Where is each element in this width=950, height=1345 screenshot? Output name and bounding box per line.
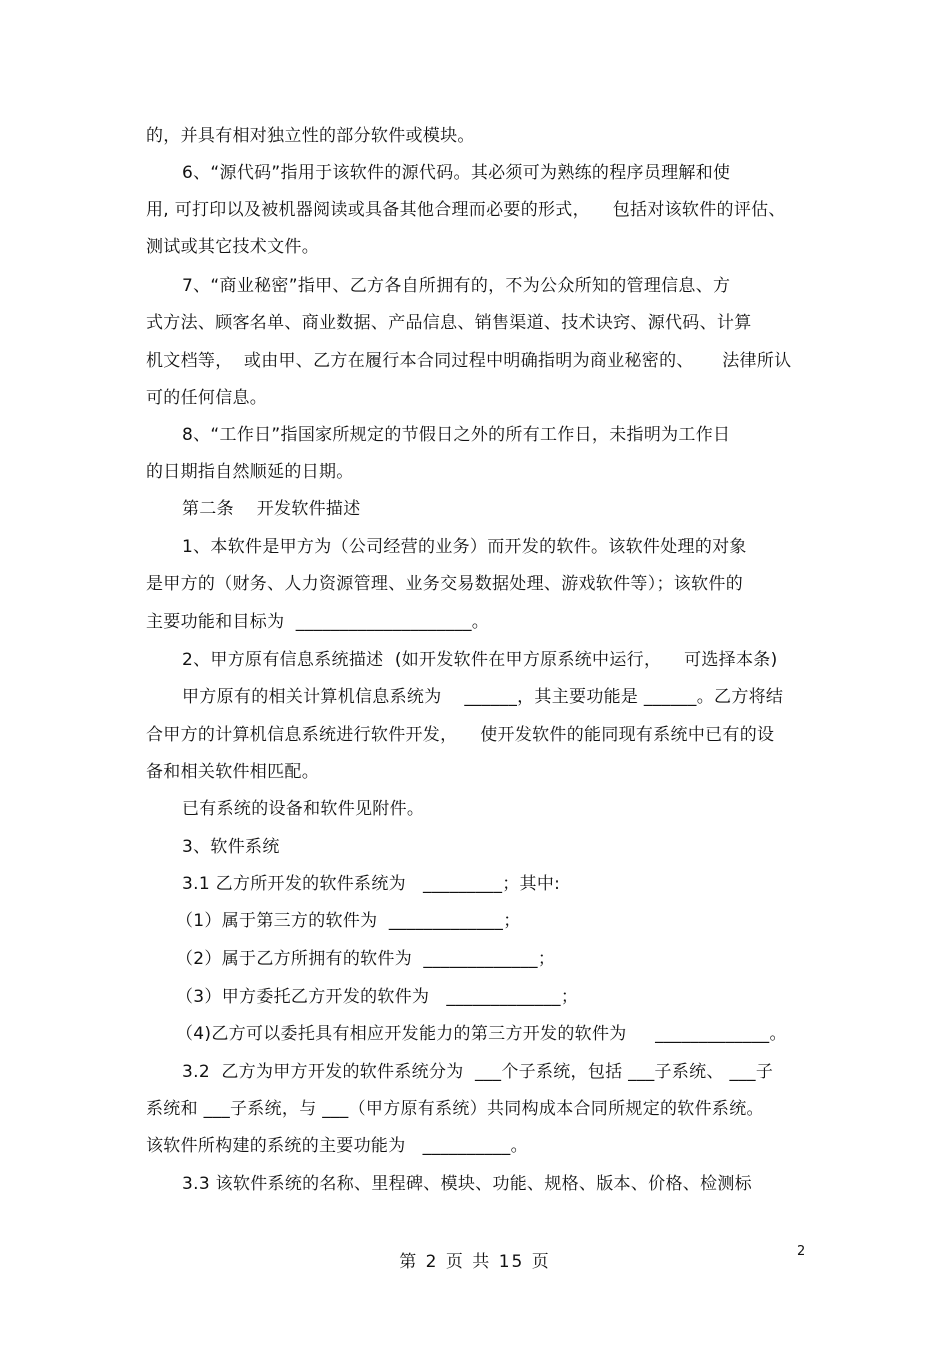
text-line: 6、“源代码”指用于该软件的源代码。其必须可为熟练的程序员理解和使 (182, 163, 731, 183)
text-line: （2）属于乙方所拥有的软件为 _____________； (176, 949, 556, 969)
text-line: （4)乙方可以委托具有相应开发能力的第三方开发的软件为 _____________。 (176, 1024, 787, 1044)
text-line: 3、软件系统 (182, 837, 280, 857)
text-line: 可的任何信息。 (146, 388, 268, 408)
page-footer: 第 2 页 共 15 页 (399, 1252, 551, 1272)
text-line: 2、甲方原有信息系统描述 (如开发软件在甲方原系统中运行， 可选择本条) (182, 650, 778, 670)
section-heading: 第二条 开发软件描述 (182, 499, 361, 519)
text-line: （3）甲方委托乙方开发的软件为 _____________； (176, 987, 579, 1007)
page-number: 2 (797, 1244, 806, 1259)
text-line: 备和相关软件相匹配。 (146, 762, 319, 782)
text-line: 是甲方的（财务、人力资源管理、业务交易数据处理、游戏软件等）；该软件的 (146, 574, 743, 594)
text-line: 3.3 该软件系统的名称、里程碑、模块、功能、规格、版本、价格、检测标 (182, 1174, 752, 1194)
text-line: 式方法、顾客名单、商业数据、产品信息、销售渠道、技术诀窍、源代码、计算 (146, 313, 752, 333)
text-line: 1、本软件是甲方为（公司经营的业务）而开发的软件。该软件处理的对象 (182, 537, 747, 557)
text-line: 用, 可打印以及被机器阅读或具备其他合理而必要的形式， 包括对该软件的评估、 (146, 200, 786, 220)
text-line: 已有系统的设备和软件见附件。 (182, 799, 425, 819)
text-line: 3.1 乙方所开发的软件系统为 _________；其中: (182, 874, 561, 894)
text-line: 甲方原有的相关计算机信息系统为 ______，其主要功能是 ______。乙方将结 (182, 687, 784, 707)
text-line: 的，并具有相对独立性的部分软件或模块。 (146, 126, 475, 146)
text-line: 该软件所构建的系统的主要功能为 __________。 (146, 1136, 528, 1156)
text-line: 主要功能和目标为 ____________________。 (146, 612, 490, 632)
text-line: 测试或其它技术文件。 (146, 237, 319, 257)
text-line: （1）属于第三方的软件为 _____________； (176, 911, 521, 931)
text-line: 7、“商业秘密”指甲、乙方各自所拥有的，不为公众所知的管理信息、方 (182, 276, 731, 296)
text-line: 8、“工作日”指国家所规定的节假日之外的所有工作日，未指明为工作日 (182, 425, 731, 445)
text-line: 系统和 ___子系统，与 ___（甲方原有系统）共同构成本合同所规定的软件系统。 (146, 1099, 764, 1119)
text-line: 合甲方的计算机信息系统进行软件开发， 使开发软件的能同现有系统中已有的设 (146, 725, 775, 745)
text-line: 的日期指自然顺延的日期。 (146, 462, 354, 482)
text-line: 机文档等， 或由甲、乙方在履行本合同过程中明确指明为商业秘密的、 法律所认 (146, 351, 792, 371)
text-line: 3.2 乙方为甲方开发的软件系统分为 ___个子系统，包括 ___子系统、 ___子 (182, 1062, 774, 1082)
